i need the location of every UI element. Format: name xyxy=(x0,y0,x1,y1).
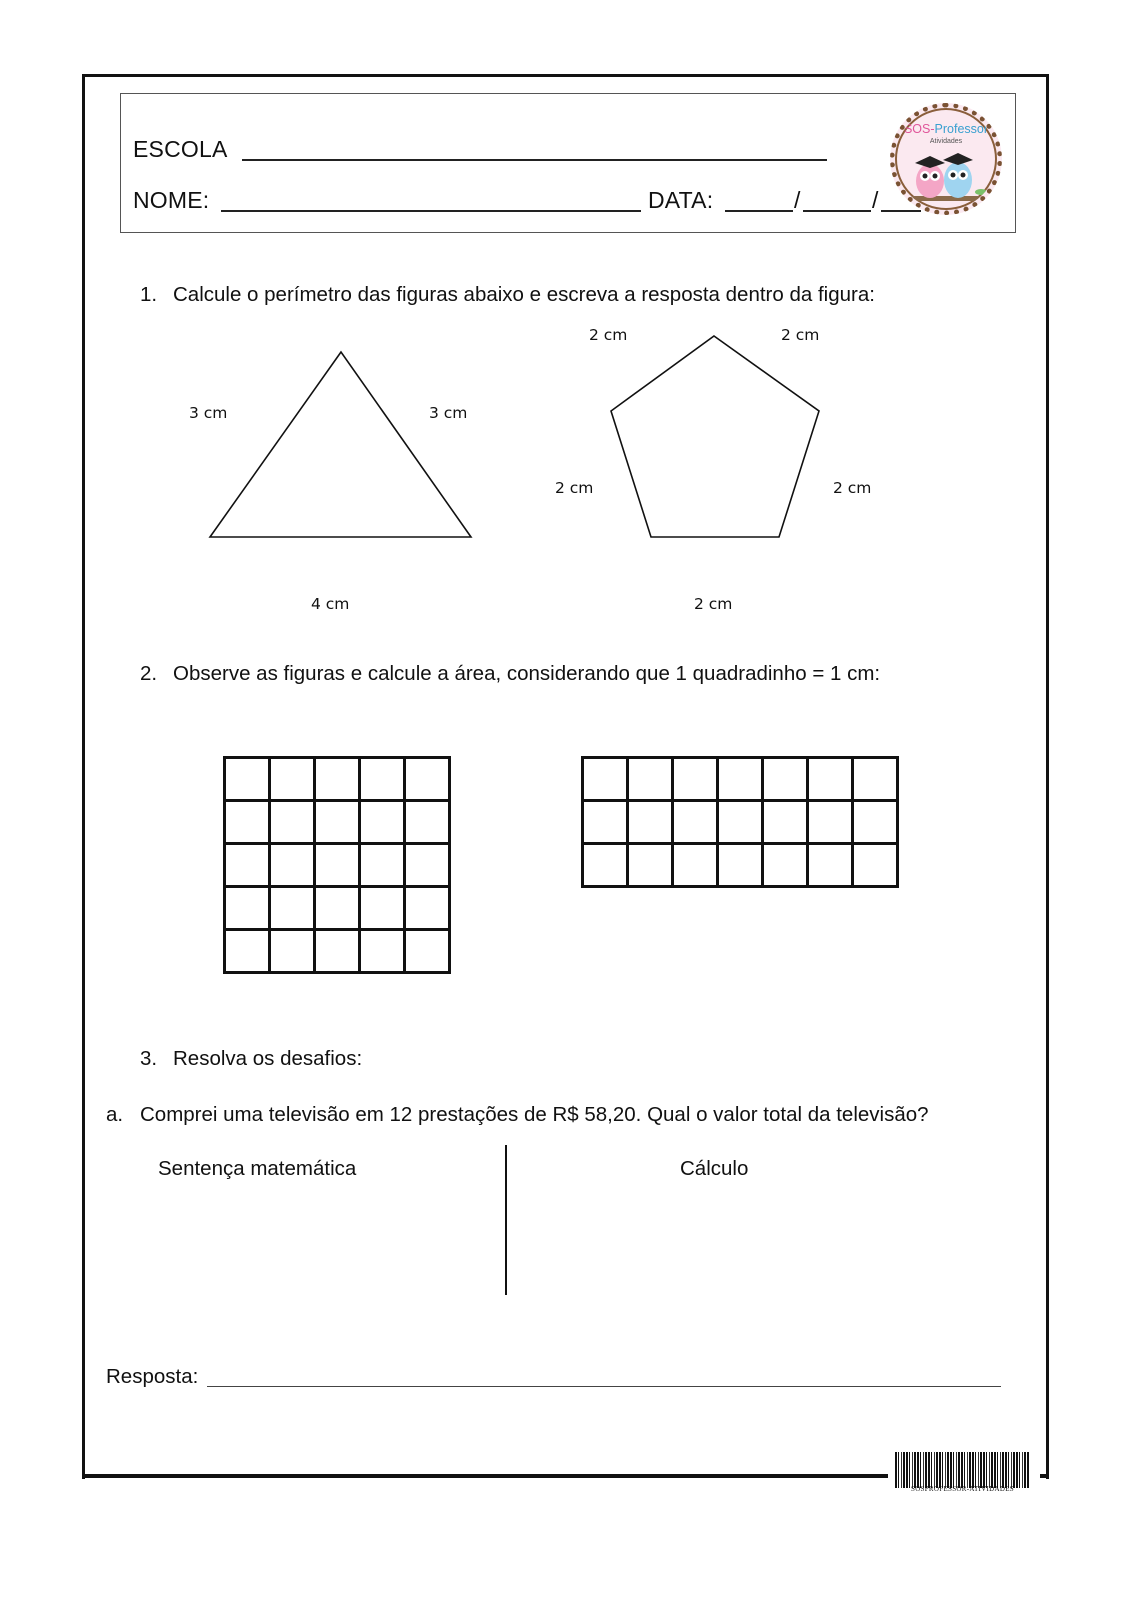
triangle-left-side-label: 3 cm xyxy=(189,404,228,422)
area-grid-5x5 xyxy=(223,756,451,974)
item-a-letter: a. xyxy=(106,1103,124,1126)
date-label: DATA: xyxy=(648,187,714,213)
logo-brand-sos: SOS- xyxy=(903,122,935,136)
pentagon-top-left-label: 2 cm xyxy=(589,326,628,344)
triangle-right-side-label: 3 cm xyxy=(429,404,468,422)
question-3-number: 3. xyxy=(140,1047,158,1070)
perimeter-figures xyxy=(0,0,1131,650)
math-sentence-answer-area[interactable] xyxy=(158,1190,488,1290)
school-label: ESCOLA xyxy=(133,136,228,162)
pentagon-shape xyxy=(611,336,819,537)
area-grid-7x3 xyxy=(581,756,899,888)
name-label: NOME: xyxy=(133,187,210,213)
question-1-number: 1. xyxy=(140,283,158,306)
math-sentence-label: Sentença matemática xyxy=(158,1157,357,1180)
logo-brand-professor: Professor xyxy=(934,122,989,136)
pentagon-top-right-label: 2 cm xyxy=(781,326,820,344)
pentagon-bottom-label: 2 cm xyxy=(694,595,733,613)
question-3-text: Resolva os desafios: xyxy=(173,1047,363,1070)
barcode-text: SOSPROFESSOR-ATIVIDADES xyxy=(911,1485,1014,1493)
answer-label: Resposta: xyxy=(106,1365,199,1388)
question-2-text: Observe as figuras e calcule a área, considerando que 1 quadradinho = 1 cm: xyxy=(173,662,881,685)
page-border-bottom xyxy=(82,1474,888,1478)
item-a-text: Comprei uma televisão em 12 prestações de R$ 58,20. Qual o valor total da televisão? xyxy=(140,1103,929,1126)
page-border-corner xyxy=(1040,1474,1046,1478)
date-separator: / xyxy=(794,187,801,213)
date-separator: / xyxy=(872,187,879,213)
pentagon-right-label: 2 cm xyxy=(833,479,872,497)
triangle-shape xyxy=(210,352,471,537)
answer-field[interactable] xyxy=(207,1386,1001,1387)
pentagon-left-label: 2 cm xyxy=(555,479,594,497)
question-1-text: Calcule o perímetro das figuras abaixo e escreva a resposta dentro da figura: xyxy=(173,283,875,306)
calculation-label: Cálculo xyxy=(680,1157,749,1180)
question-2-number: 2. xyxy=(140,662,158,685)
barcode-icon xyxy=(895,1452,1030,1488)
logo-subtitle: Atividades xyxy=(929,138,963,145)
calculation-answer-area[interactable] xyxy=(525,1190,1005,1290)
column-divider xyxy=(505,1145,507,1295)
triangle-base-label: 4 cm xyxy=(311,595,350,613)
